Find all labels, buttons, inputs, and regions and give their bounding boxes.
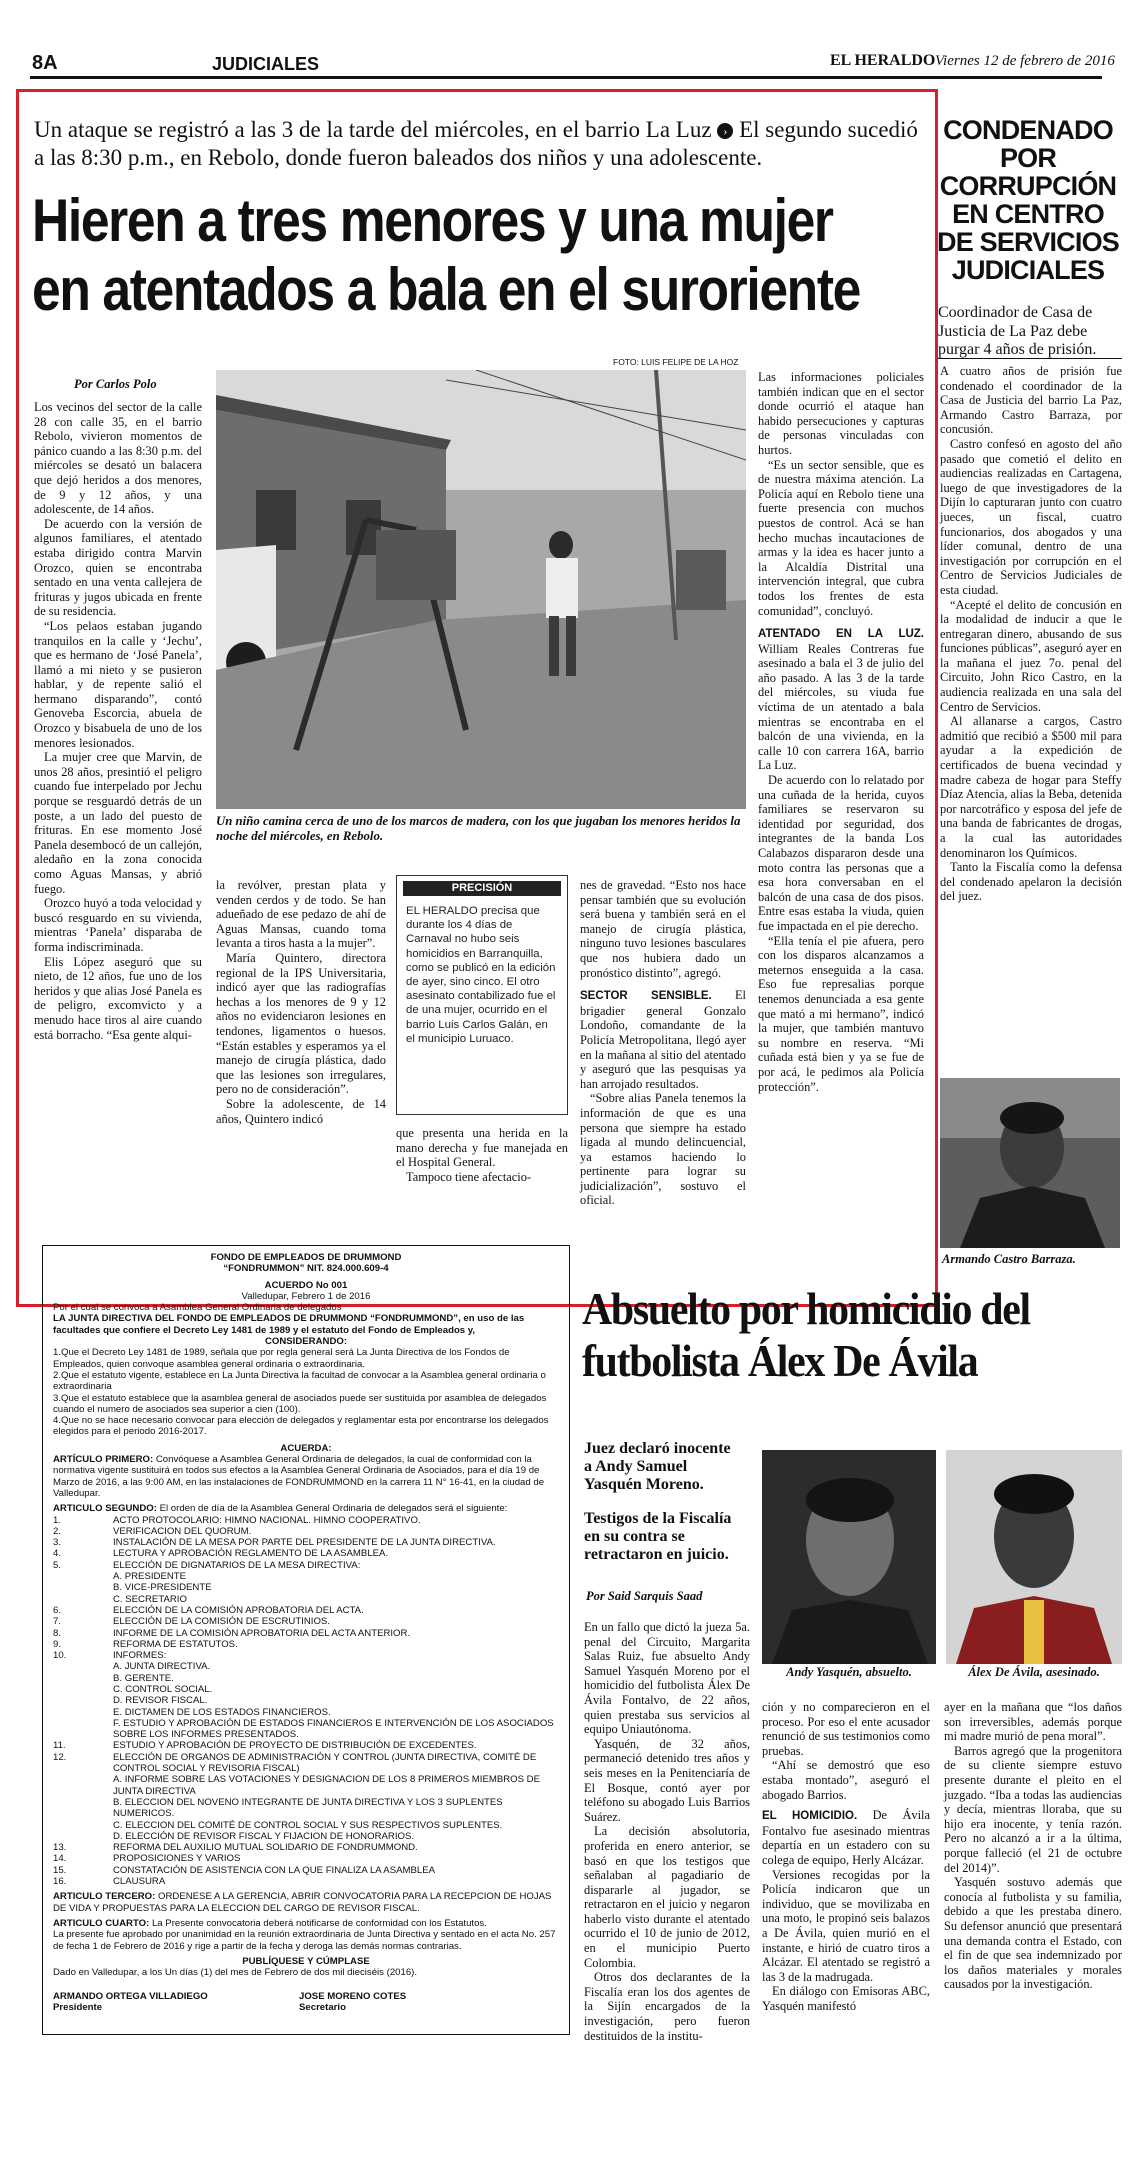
agenda-item-number: 15.: [53, 1864, 67, 1876]
agenda-item-text: B. ELECCION DEL NOVENO INTEGRANTE DE JUNTA DIRECTIVA Y LOS 3 SUPLENTES NUMERICOS.: [113, 1796, 503, 1820]
paragraph: Al allanarse a cargos, Castro admitió que recibió a $500 mil para ayudar a la expedición de certificados de buena vecindad y madre cabeza de hogar para Steffy Díaz Atencia, alias la Beba, detenida por narcotráfico y esposa del jefe de una banda de fabricantes de drogas, a la cual las autoridades denominaron los Químicos.: [940, 714, 1122, 860]
agenda-item: [53, 1661, 559, 1672]
agenda-item: [53, 1571, 559, 1582]
paragraph: [762, 1808, 930, 1867]
agenda-item-text: D. REVISOR FISCAL.: [113, 1695, 208, 1707]
agenda-list: [53, 1515, 559, 1888]
agenda-item-text: ELECCIÓN DE LA COMISIÓN APROBATORIA DEL ACTA.: [113, 1604, 364, 1616]
considerando-heading: CONSIDERANDO:: [264, 1336, 348, 1348]
photo-caption-alex: Álex De Ávila, asesinado.: [968, 1665, 1100, 1679]
agenda-item-number: 4.: [53, 1548, 62, 1560]
agenda-item-number: [53, 1718, 113, 1741]
correction-text: EL HERALDO precisa que durante los 4 días de Carnaval no hubo seis homicidios en Barranquilla, como se publicó en la edición de ayer, sino cinco. El otro asesinato contabilizado fue el de una mujer, ocurrido en el barrio Luis Carlos Galán, en el municipio Luruaco.: [406, 905, 556, 1045]
article-2: [53, 1503, 559, 1514]
article-label: ARTÍCULO PRIMERO:: [53, 1454, 154, 1466]
notice-number: ACUERDO No 001: [264, 1279, 348, 1291]
scene-photo: [216, 370, 746, 809]
kicker-text: De Ávila Fontalvo fue asesinado mientras departía en un estadero con su colega de equipo, Herly Alcázar.: [762, 1808, 930, 1867]
newspaper-name: EL HERALDO: [830, 52, 936, 69]
acuerda-heading: ACUERDA:: [280, 1442, 332, 1454]
agenda-item-number: 13.: [53, 1842, 67, 1854]
agenda-item: [53, 1628, 559, 1639]
article-1: [53, 1454, 559, 1499]
agenda-item: [53, 1707, 559, 1718]
paragraph: Castro confesó en agosto del año pasado que cometió el delito en audiencias realizadas en Cartagena, luego de que investigadores de la Dijín lo capturaran junto con cuatro jueces, un fiscal, cuatro funcionarios, dos abogados y una líder comunal, dentro de una investigación por corrupción en el Centro de Servicios Judiciales de esta ciudad.: [940, 436, 1122, 597]
agenda-item-text: VERIFICACION DEL QUORUM.: [113, 1525, 252, 1537]
agenda-item-text: A. PRESIDENTE: [113, 1571, 187, 1583]
agenda-item-text: C. ELECCION DEL COMITÉ DE CONTROL SOCIAL Y SUS RESPECTIVOS SUPLENTES.: [113, 1819, 503, 1831]
main-column-1: [34, 400, 202, 1042]
agenda-item-text: LECTURA Y APROBACIÓN REGLAMENTO DE LA ASAMBLEA.: [113, 1548, 389, 1560]
agenda-item-text: ELECCIÓN DE ORGANOS DE ADMINISTRACIÓN Y CONTROL (JUNTA DIRECTIVA, COMITÉ DE CONTROL SOCIAL Y REVISORIA FISCAL): [113, 1751, 537, 1775]
headline-line-1: Hieren a tres menores y una mujer: [32, 187, 833, 254]
paragraph: Orozco huyó a toda velocidad y buscó resguardo en su vivienda, mientras ‘Panela’ disparaba de forma indiscriminada.: [34, 896, 202, 954]
agenda-item-text: PROPOSICIONES Y VARIOS: [113, 1853, 241, 1865]
agenda-item-text: A. INFORME SOBRE LAS VOTACIONES Y DESIGNACION DE LOS 8 PRIMEROS MIEMBROS DE JUNTA DIRECTIVA: [113, 1774, 541, 1797]
agenda-item: [53, 1695, 559, 1706]
agenda-item: [53, 1650, 559, 1661]
agenda-item-number: [53, 1571, 113, 1582]
paragraph: “Ella tenía el pie afuera, pero con los disparos alcanzamos a meternos enseguida a la casa. Eso fue represalias porque tenemos denunciada a esa gente que mató a mi hermano”, indicó la mujer, que también mantuvo su nombre en reserva. “Mi cuñada está bien y ya se fue de por acá, le pedimos ala Policía protección”.: [758, 933, 924, 1094]
portrait-caption: Armando Castro Barraza.: [942, 1252, 1076, 1266]
agenda-item-text: ACTO PROTOCOLARIO: HIMNO NACIONAL. HIMNO COOPERATIVO.: [113, 1514, 421, 1526]
signer-name: JOSE MORENO COTES: [299, 1991, 407, 2002]
photo-caption: Un niño camina cerca de uno de los marcos de madera, con los que jugaban los menores heridos la noche del miércoles, en Rebolo.: [216, 814, 741, 843]
second-headline: [582, 1283, 1084, 1387]
agenda-item: [53, 1740, 559, 1751]
main-column-4: [580, 878, 746, 1208]
side-rule: [938, 358, 1122, 359]
article-text: La Presente convocatoria deberá notificarse de conformidad con los Estatutos.: [151, 1917, 487, 1929]
agenda-item-text: B. GERENTE.: [113, 1672, 174, 1684]
agenda-item: [53, 1684, 559, 1695]
notice-date: Valledupar, Febrero 1 de 2016: [241, 1290, 371, 1302]
paragraph: Tanto la Fiscalía como la defensa del condenado apelaron la decisión del juez.: [940, 860, 1122, 904]
considerando-item: 2.Que el estatuto vigente, establece en La Junta Directiva la facultad de convocar a la Asamblea general ordinaria o extraordinaria: [53, 1369, 546, 1393]
agenda-item-text: B. VICE-PRESIDENTE: [113, 1582, 212, 1594]
paragraph: De acuerdo con la versión de algunos familiares, el atentado estaba dirigido contra Marvin Orozco, quien se encontraba sentado en una venta callejera de frituras y jugos ubicada en frente de su residencia.: [34, 516, 202, 619]
second-subdeck-2: Testigos de la Fiscalía en su contra se retractaron en juicio.: [584, 1510, 732, 1563]
side-column: [940, 364, 1122, 904]
agenda-item-text: C. SECRETARIO: [113, 1593, 187, 1605]
correction-title: PRECISIÓN: [403, 881, 561, 896]
article-3: [53, 1891, 559, 1914]
article-headline: [32, 186, 860, 324]
paragraph: Yasquén sostuvo además que conocía al futbolista y su familia, debido a que les prestaba dinero. Su defensor anunció que presentará una demanda contra el Estado, con el fin de que sea indemnizado por los daños materiales y morales causados por la investigación.: [944, 1875, 1122, 1992]
agenda-item-number: 11.: [53, 1740, 66, 1752]
main-column-3: [396, 1126, 568, 1184]
portrait-image: [762, 1450, 936, 1664]
agenda-item-number: 2.: [53, 1525, 62, 1537]
kicker-text: El brigadier general Gonzalo Londoño, comandante de la Policía Metropolitana, llegó ayer en la mañana al sitio del atentado y aseguró que las pesquisas ya han arrojado resultados.: [580, 988, 746, 1091]
agenda-item-number: 8.: [53, 1627, 62, 1639]
side-deck: Coordinador de Casa de Justicia de La Paz debe purgar 4 años de prisión.: [938, 304, 1097, 358]
agenda-item: [53, 1673, 559, 1684]
paragraph: María Quintero, directora regional de la IPS Universitaria, indicó ayer que las radiografías hechas a los menores de 9 y 12 años no evidenciaron lesiones en tendones, ligamentos o huesos. “Están estables y esperamos ya el manejo de cirugía plástica, dado que las lesiones son irregulares, pero no de consideración”.: [216, 950, 386, 1097]
agenda-item: [53, 1582, 559, 1593]
agenda-item: [53, 1616, 559, 1627]
agenda-item-number: 3.: [53, 1537, 62, 1549]
deck-part-2: El segundo sucedió a las 8:30 p.m., en Rebolo, donde fueron baleados dos niños y una adolescente.: [34, 117, 918, 170]
paragraph: En un fallo que dictó la jueza 5a. penal del Circuito, Margarita Salas Ruiz, fue absuelto Andy Samuel Yasquén Moreno por el homicidio del futbolista Álex De Ávila Fontalvo, de 22 años, quien prestaba sus servicios al equipo Uniautónoma.: [584, 1620, 750, 1737]
agenda-item: [53, 1865, 559, 1876]
agenda-item-number: 1.: [53, 1514, 62, 1526]
main-column-2: [216, 878, 386, 1126]
legal-notice: [42, 1245, 570, 2035]
paragraph: Versiones recogidas por la Policía indicaron que un individuo, que se movilizaba en una moto, le propinó seis balazos a De Ávila, quien murió en el instante, e hirió de cuatro tiros a Alcázar. El atentado se registró a las 3 de la madrugada.: [762, 1867, 930, 1984]
agenda-item-text: CLAUSURA: [113, 1876, 166, 1888]
kicker-text: William Reales Contreras fue asesinado a bala el 3 de julio del año pasado. A las 3 de la tarde del miércoles, su viuda fue víctima de un atentado a bala mientras se encontraba en el balcón de una vivienda, en la calle 10 con carrera 16A, barrio La Luz.: [758, 641, 924, 773]
agenda-item-text: REFORMA DE ESTATUTOS.: [113, 1638, 238, 1650]
agenda-item: [53, 1548, 559, 1559]
article-text: ORDENESE A LA GERENCIA, ABRIR CONVOCATORIA PARA LA RECEPCION DE HOJAS DE VIDA Y PROPUESTAS PARA LA ELECCION DEL CARGO DE REVISOR FISCAL.: [53, 1891, 552, 1914]
agenda-item-number: [53, 1831, 113, 1842]
paragraph: Las informaciones policiales también indican que en el sector donde ocurrió el ataque han habido persecuciones y capturas de personas vinculadas con hurtos.: [758, 370, 924, 457]
agenda-item-number: 9.: [53, 1638, 62, 1650]
deck-part-1: Un ataque se registró a las 3 de la tarde del miércoles, en el barrio La Luz: [34, 117, 712, 142]
side-headline: CONDENADO POR CORRUPCIÓN EN CENTRO DE SERVICIOS JUDICIALES: [937, 115, 1119, 285]
paragraph: Sobre la adolescente, de 14 años, Quintero indicó: [216, 1096, 386, 1126]
considerando-item: 4.Que no se hace necesario convocar para elección de delegados y reglamentar esta por encontrarse los delegados elegidos para el periodo 2016-2017.: [53, 1415, 549, 1438]
agenda-item-text: INSTALACIÓN DE LA MESA POR PARTE DEL PRESIDENTE DE LA JUNTA DIRECTIVA.: [113, 1537, 496, 1549]
headline-line-1: Absuelto por homicidio del: [582, 1284, 1030, 1334]
issue-date: Viernes 12 de febrero de 2016: [935, 53, 1115, 69]
notice-intro: Por el cual se convoca a Asamblea General Ordinaria de delegados: [53, 1302, 342, 1314]
second-column-3: [944, 1700, 1122, 1992]
second-column-2: [762, 1700, 930, 2013]
agenda-item: [53, 1797, 559, 1820]
notice-intro-text: LA JUNTA DIRECTIVA DEL FONDO DE EMPLEADOS DE DRUMMOND “FONDRUMMOND”, en uso de las facultades que confiere el Decreto Ley 1481 de 1989 y el estatuto del Fondo de Empleados y,: [53, 1313, 525, 1336]
agenda-item: [53, 1594, 559, 1605]
agenda-item-text: D. ELECCIÓN DE REVISOR FISCAL Y FIJACION DE HONORARIOS.: [113, 1830, 415, 1842]
article-byline: Por Carlos Polo: [74, 377, 157, 391]
header-rule: [30, 76, 1102, 79]
agenda-item-number: [53, 1797, 113, 1820]
paragraph: ayer en la mañana que “los daños son irreversibles, además porque mi madre murió de pena moral”.: [944, 1700, 1122, 1744]
agenda-item-text: INFORME DE LA COMISIÓN APROBATORIA DEL ACTA ANTERIOR.: [113, 1627, 411, 1639]
photo-alex: [946, 1450, 1122, 1664]
paragraph: que presenta una herida en la mano derecha y fue manejada en el Hospital General.: [396, 1126, 568, 1170]
paragraph: “Es un sector sensible, que es de nuestra máxima atención. La Policía aquí en Rebolo tiene una fuerte presencia con muchos puestos de control. Acá se han hecho muchas incautaciones de armas y la idea es hacer junto a la Alcaldía Distrital una intervención integral, que cubra todos los frentes de esta comunidad”, concluyó.: [758, 457, 924, 618]
approval-text: La presente fue aprobado por unanimidad en la reunión extraordinaria de Junta Directiva y sentado en el acta No. 257 de fecha 1 de Febrero de 2016 y rige a partir de la fecha y deroga las demás normas contrarias.: [53, 1929, 556, 1952]
publiquese: PUBLÍQUESE Y CÚMPLASE: [242, 1955, 370, 1967]
article-4: [53, 1918, 559, 1929]
agenda-item-number: 5.: [53, 1559, 62, 1571]
paragraph: “Acepté el delito de concusión en la modalidad de inducir a que le entregaran dinero, abusando de sus funciones públicas”, aseguró ayer en la mañana el juez 7o. penal del Circuito, John Rico Castro, en la audiencia realizada en una sala del Centro de Servicios.: [940, 597, 1122, 714]
paragraph: ción y no comparecieron en el proceso. Por eso el ente acusador renunció de sus testimonios como pruebas.: [762, 1700, 930, 1758]
agenda-item: [53, 1842, 559, 1853]
agenda-item: [53, 1537, 559, 1548]
arrow-right-icon: ›: [717, 123, 733, 139]
agenda-item: [53, 1639, 559, 1650]
correction-box: [396, 875, 568, 1115]
article-deck: [34, 116, 924, 172]
article-text: El orden de día de la Asamblea General Ordinaria de delegados será el siguiente:: [159, 1503, 508, 1515]
agenda-item-number: [53, 1695, 113, 1706]
photo-andy: [762, 1450, 936, 1664]
paragraph: [580, 988, 746, 1091]
signature-president: [53, 1991, 208, 2013]
agenda-item-text: E. DICTAMEN DE LOS ESTADOS FINANCIEROS.: [113, 1706, 331, 1718]
paragraph: “Sobre alias Panela tenemos la información de que es una persona que siempre ha estado ligada al mundo delincuencial, ya estamos haciendo lo pertinente para lograr su judicialización”, sostuvo el oficial.: [580, 1091, 746, 1208]
photo-caption-andy: Andy Yasquén, absuelto.: [786, 1665, 912, 1679]
section-kicker: ATENTADO EN LA LUZ.: [758, 628, 924, 641]
paragraph: [758, 626, 924, 773]
agenda-item-text: C. CONTROL SOCIAL.: [113, 1683, 213, 1695]
considerando-item: 3.Que el estatuto establece que la asamblea general de asociados puede ser sustituida por asamblea de delegados cuando el numero de asociados sea superior a cien (100).: [53, 1392, 547, 1415]
article-text: Convóquese a Asamblea General Ordinaria de delegados, la cual de conformidad con la normativa vigente sustituirá en todos sus efectos a la Asamblea General Ordinaria de Asociados, para el día 19 de Marzo de 2016, a las 9:00 AM, en las instalaciones de FONDRUMMOND en la carrera 11 N° 16-41, en la ciudad de Valledupar.: [53, 1454, 545, 1499]
notice-title: FONDO DE EMPLEADOS DE DRUMMOND: [210, 1252, 402, 1263]
main-column-5: [758, 370, 924, 1094]
agenda-item-text: REFORMA DEL AUXILIO MUTUAL SOLIDARIO DE FONDRUMMOND.: [113, 1842, 418, 1854]
article-label: ARTICULO CUARTO:: [53, 1917, 150, 1929]
article-label: ARTICULO SEGUNDO:: [53, 1503, 157, 1515]
agenda-item-text: A. JUNTA DIRECTIVA.: [113, 1661, 211, 1673]
agenda-item-text: ELECCIÓN DE DIGNATARIOS DE LA MESA DIRECTIVA:: [113, 1559, 361, 1571]
paragraph: La decisión absolutoria, proferida en enero anterior, se basó en que los testigos que señalaban al pagadiario de dispararle al jugador, se retractaron en el juicio y negaron haberlo visto durante el atentado ocurrido el 10 de junio de 2012, en el municipio Puerto Colombia.: [584, 1824, 750, 1970]
agenda-item-number: [53, 1661, 113, 1672]
agenda-item-number: [53, 1820, 113, 1831]
agenda-item: [53, 1526, 559, 1537]
agenda-item-number: [53, 1594, 113, 1605]
signer-role: Presidente: [53, 2002, 103, 2013]
agenda-item-number: 10.: [53, 1650, 67, 1662]
second-subdeck-1: Juez declaró inocente a Andy Samuel Yasquén Moreno.: [584, 1440, 731, 1493]
agenda-item-number: [53, 1774, 113, 1797]
agenda-item-number: 16.: [53, 1876, 67, 1888]
section-title: JUDICIALES: [212, 54, 320, 74]
agenda-item-number: 7.: [53, 1616, 62, 1628]
paragraph: De acuerdo con lo relatado por una cuñada de la herida, cuyos familiares se reservaron su identidad por seguridad, dos integrantes de la banda Los Calabazos dispararon desde una moto contra las personas que a esa hora conversaban en el balcón de una casa de dos pisos. Entre esas estaba la viuda, quien fue impactada en el pie derecho.: [758, 773, 924, 933]
paragraph: Tampoco tiene afectacio-: [406, 1169, 532, 1184]
agenda-item-number: 12.: [53, 1751, 67, 1763]
notice-intro-2: [53, 1313, 559, 1336]
considerando-item: 1.Que el Decreto Ley 1481 de 1989, señala que por regla general será La Junta Directiva de los Fondos de Empleados, quien convoque asamblea general ordinaria o extraordinaria.: [53, 1347, 510, 1370]
paragraph: Los vecinos del sector de la calle 28 con calle 35, en el barrio Rebolo, vivieron momentos de pánico cuando a las 8:30 p.m. del miércoles se desató un balacera que dejó heridos a dos menores, de 9 y 12 años, y una adolescente, de 14 años.: [34, 400, 202, 517]
agenda-item: [53, 1752, 559, 1775]
paragraph: La mujer cree que Marvin, de unos 28 años, presintió el peligro cuando fue interpelado por Jechu porque se resguardó detrás de un poste, a un lado del puesto de frituras. En ese momento José Panela desembocó de un callejón, aledaño en la zona conocida como Aguas Mansas, y abrió fuego.: [34, 750, 202, 896]
agenda-item-number: [53, 1582, 113, 1593]
dado-text: Dado en Valledupar, a los Un días (1) del mes de Febrero de dos mil dieciséis (2016).: [53, 1967, 418, 1979]
agenda-item: [53, 1774, 559, 1797]
agenda-item: [53, 1831, 559, 1842]
paragraph: “Ahí se demostró que eso estaba montado”, aseguró el abogado Barrios.: [762, 1758, 930, 1802]
paragraph: Elis López aseguró que su nieto, de 12 años, fue uno de los heridos y que alias José Panela es de peligro, excomvicto y a menudo hace tiros al aire cuando está borracho. “Esa gente alqui-: [34, 954, 202, 1042]
agenda-item-text: ELECCIÓN DE LA COMISIÓN DE ESCRUTINIOS.: [113, 1616, 330, 1628]
paragraph: A cuatro años de prisión fue condenado el coordinador de la Casa de Justicia del barrio La Paz, Armando Castro Barraza, por concusión.: [940, 364, 1122, 437]
portrait-photo: [940, 1078, 1120, 1248]
article-label: ARTICULO TERCERO:: [53, 1891, 156, 1903]
agenda-item: [53, 1820, 559, 1831]
agenda-item-number: 6.: [53, 1604, 62, 1616]
agenda-item: [53, 1853, 559, 1864]
portrait-image: [940, 1078, 1120, 1248]
page-number: 8A: [32, 52, 58, 74]
agenda-item-number: [53, 1684, 113, 1695]
paragraph: Yasquén, de 32 años, permaneció detenido tres años y seis meses en la Penitenciaría de El Bosque, contó ayer por teléfono su abogado Luis Barrios Suárez.: [584, 1736, 750, 1824]
signer-role: Secretario: [299, 2002, 346, 2013]
paragraph: Barros agregó que la progenitora de su cliente siempre estuvo presente durante el pleito en el juzgado. “Iba a todas las audiencias y decía, mientras lloraba, que su hijo era inocente, y tenía razón. Pero no alcanzó a ir a la última, porque falleció (el 21 de octubre del 2014)”.: [944, 1743, 1122, 1875]
section-kicker: EL HOMICIDIO.: [762, 1810, 858, 1823]
section-kicker: SECTOR SENSIBLE.: [580, 990, 712, 1003]
agenda-item-text: ESTUDIO Y APROBACIÓN DE PROYECTO DE DISTRIBUCIÓN DE EXCEDENTES.: [113, 1740, 477, 1752]
agenda-item-number: [53, 1673, 113, 1684]
paragraph: En diálogo con Emisoras ABC, Yasquén manifestó: [762, 1984, 930, 2013]
agenda-item: [53, 1515, 559, 1526]
paragraph: Otros dos declarantes de la Fiscalía eran los dos agentes de la Sijín encargados de la investigación, pero fueron destituidos de la institu-: [584, 1970, 750, 2043]
agenda-item-text: CONSTATACIÓN DE ASISTENCIA CON LA QUE FINALIZA LA ASAMBLEA: [113, 1864, 436, 1876]
agenda-item: [53, 1605, 559, 1616]
headline-line-2: en atentados a bala en el suroriente: [32, 256, 860, 323]
agenda-item-number: [53, 1707, 113, 1718]
agenda-item-text: F. ESTUDIO Y APROBACIÓN DE ESTADOS FINANCIEROS E INTERVENCIÓN DE LOS ASOCIADOS SOBRE LOS INFORMES PRESENTADOS.: [113, 1717, 554, 1741]
agenda-item: [53, 1718, 559, 1741]
agenda-item-text: INFORMES:: [113, 1650, 167, 1662]
notice-nit: “FONDRUMMON” NIT. 824.000.609-4: [223, 1263, 389, 1275]
portrait-image: [946, 1450, 1122, 1664]
paragraph: nes de gravedad. “Esto nos hace pensar también que su evolución será buena y también será en el manejo de cirugía plástica, ninguno tuvo lesiones basculares que nos hubiera dado un pronóstico distinto”, agregó.: [580, 878, 746, 980]
photo-credit: FOTO: LUIS FELIPE DE LA HOZ: [613, 357, 739, 367]
street-scene-image: [216, 370, 746, 809]
second-byline: Por Said Sarquis Saad: [586, 1589, 703, 1603]
signature-secretary: [299, 1991, 406, 2013]
second-column-1: [584, 1620, 750, 2043]
agenda-item: [53, 1560, 559, 1571]
paragraph: “Los pelaos estaban jugando tranquilos en la calle y ‘Jechu’, que es hermano de ‘José Panela’, llamó a mi nieto y se pusieron hablar, y de repente salió el hermano disparando”, contó Genoveba Escorcia, abuela de Orozco y bisabuela de uno de los menores lesionados.: [34, 618, 202, 750]
headline-line-2: futbolista Álex De Ávila: [582, 1336, 978, 1386]
agenda-item: [53, 1876, 559, 1887]
paragraph: la revólver, prestan plata y venden cerdos y de todo. Se han adueñado de ese pedazo de ahí de Aguas Mansas, cuando toma levanta a tiros hasta a la mujer”.: [216, 878, 386, 951]
agenda-item-number: 14.: [53, 1853, 67, 1865]
signer-name: ARMANDO ORTEGA VILLADIEGO: [53, 1991, 208, 2002]
